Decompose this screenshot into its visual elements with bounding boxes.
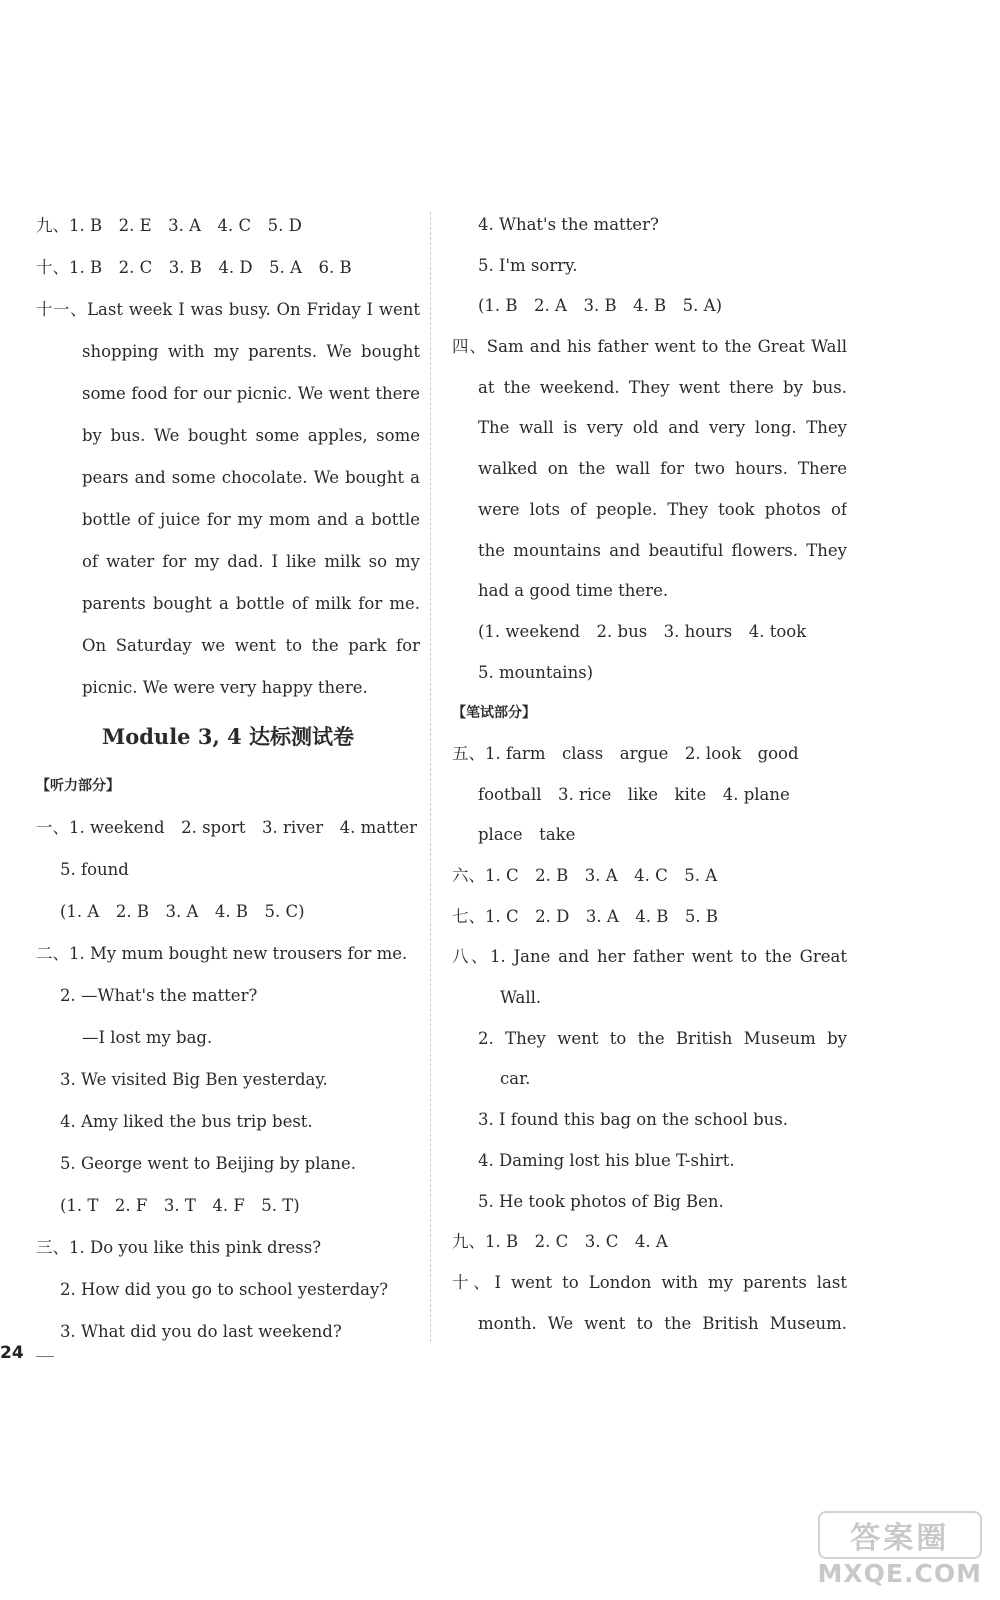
answer-line: 3. We visited Big Ben yesterday. [60, 1070, 328, 1089]
answer-line: (1. B 2. A 3. B 4. B 5. A) [478, 296, 723, 316]
paragraph-line: by bus. We bought some apples, some [82, 426, 420, 445]
left-column [36, 205, 420, 1353]
answer-line: 5. found [60, 860, 129, 879]
section-heading: 【笔试部分】 [452, 705, 536, 722]
right-column [452, 205, 847, 1344]
answer-line: 3. I found this bag on the school bus. [478, 1110, 789, 1130]
answer-line: 5. George went to Beijing by plane. [60, 1154, 356, 1173]
answer-line: 5. I'm sorry. [478, 255, 578, 275]
answer-line: 六、1. C 2. B 3. A 4. C 5. A [452, 866, 718, 885]
paragraph-line: shopping with my parents. We bought [82, 342, 420, 361]
paragraph-line: 四、Sam and his father went to the Great Wall [452, 337, 847, 357]
answer-line: 2. How did you go to school yesterday? [60, 1280, 389, 1299]
answer-line: —I lost my bag. [82, 1028, 213, 1047]
page-number-rule [36, 1356, 54, 1357]
test-title: Module 3, 4 达标测试卷 [101, 724, 354, 749]
watermark-url: MXQE.COM [817, 1559, 982, 1588]
paragraph-line: parents bought a bottle of milk for me. [82, 594, 420, 613]
paragraph-line: On Saturday we went to the park for [82, 636, 420, 655]
paragraph-line: had a good time there. [478, 581, 669, 601]
answer-line: 五、1. farm class argue 2. look good [452, 743, 799, 763]
paragraph-line: of water for my dad. I like milk so my [82, 552, 420, 571]
paragraph-line: 十、I went to London with my parents last [452, 1272, 847, 1292]
paragraph-line: some food for our picnic. We went there [82, 384, 420, 403]
answer-line: (1. weekend 2. bus 3. hours 4. took [478, 621, 807, 641]
answer-line: 5. mountains) [478, 662, 594, 682]
answer-line: 十、1. B 2. C 3. B 4. D 5. A 6. B [36, 258, 352, 277]
paragraph-line: picnic. We were very happy there. [82, 678, 368, 697]
answer-line: 三、1. Do you like this pink dress? [36, 1238, 322, 1257]
answer-line: 2. —What's the matter? [60, 986, 258, 1005]
watermark [818, 1511, 982, 1588]
watermark-logo: 答案圈 [818, 1511, 982, 1559]
paragraph-line: walked on the wall for two hours. There [478, 459, 847, 479]
paragraph-line: month. We went to the British Museum. [478, 1313, 847, 1333]
paragraph-line: bottle of juice for my mom and a bottle [82, 510, 420, 529]
answer-line: (1. A 2. B 3. A 4. B 5. C) [60, 902, 305, 921]
paragraph-line: the mountains and beautiful flowers. They [478, 540, 847, 560]
answer-line: 一、1. weekend 2. sport 3. river 4. matter [36, 818, 418, 837]
answer-line: 八、1. Jane and her father went to the Great [452, 947, 847, 967]
answer-line: place take [478, 825, 576, 845]
answer-line: Wall. [500, 988, 542, 1008]
answer-line: 二、1. My mum bought new trousers for me. [36, 944, 408, 963]
paragraph-line: The wall is very old and very long. They [478, 418, 847, 438]
answer-line: 4. What's the matter? [478, 215, 659, 234]
answer-line: 九、1. B 2. C 3. C 4. A [452, 1232, 668, 1252]
answer-line: football 3. rice like kite 4. plane [478, 784, 790, 804]
answer-line: car. [500, 1069, 531, 1089]
paragraph-line: pears and some chocolate. We bought a [82, 468, 420, 487]
section-heading: 【听力部分】 [36, 778, 120, 794]
paragraph-line: at the weekend. They went there by bus. [478, 377, 847, 397]
page-number: 24 [0, 1343, 24, 1363]
answer-line: 3. What did you do last weekend? [60, 1322, 342, 1341]
answer-line: 九、1. B 2. E 3. A 4. C 5. D [36, 216, 302, 235]
answer-line: 4. Daming lost his blue T-shirt. [478, 1150, 735, 1170]
answer-line: 2. They went to the British Museum by [478, 1028, 847, 1048]
paragraph-line: 十一、Last week I was busy. On Friday I went [36, 300, 420, 319]
answer-line: 4. Amy liked the bus trip best. [60, 1112, 313, 1131]
answer-line: 5. He took photos of Big Ben. [478, 1191, 724, 1211]
column-divider [430, 212, 431, 1342]
answer-line: 七、1. C 2. D 3. A 4. B 5. B [452, 906, 718, 926]
paragraph-line: were lots of people. They took photos of [478, 499, 847, 519]
answer-line: (1. T 2. F 3. T 4. F 5. T) [60, 1196, 300, 1215]
